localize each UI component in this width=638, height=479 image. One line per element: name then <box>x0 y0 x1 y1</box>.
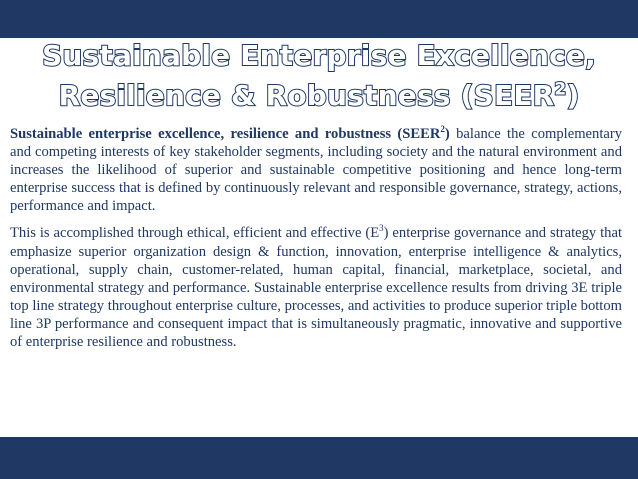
top-header-band <box>0 0 638 38</box>
slide-body <box>10 125 622 360</box>
lead-phrase <box>10 126 450 142</box>
paragraph-2-start: This is accomplished through ethical, efficient and effective (E <box>10 225 380 242</box>
paragraph-1-body: balance the complementary and competing interests of key stakeholder segments, including society and the natural environment and increases the likelihood of superior and sustainable competitive positioning and hence long-term enterprise success that is defined by continuously relevant and responsible governance, strategy, actions, performance and impact. <box>10 126 623 215</box>
title-superscript: 2 <box>554 79 567 100</box>
title-line-2-end: ) <box>566 79 580 112</box>
slide-title <box>0 36 638 116</box>
title-line-2 <box>0 76 638 116</box>
paragraph-2 <box>10 224 622 351</box>
title-line-1: Sustainable Enterprise Excellence, <box>42 39 596 72</box>
paragraph-2-superscript: 3 <box>379 223 384 234</box>
paragraph-1 <box>10 125 622 215</box>
paragraph-2-rest: ) enterprise governance and strategy that emphasize superior organization design & function, innovation, enterprise intelligence & analytics, operational, supply chain, customer-related, human capital, financial, marketplace, societal, and environmental strategy and performance. Sustainable enterprise excellence results from driving 3E triple top line strategy throughout enterprise culture, processes, and activities to produce superior triple bottom line 3P performance and consequent impact that is simultaneously pragmatic, innovative and supportive of enterprise resilience and robustness. <box>10 225 623 351</box>
bottom-footer-band <box>0 437 638 479</box>
lead-end: ) <box>444 126 450 142</box>
lead-main: Sustainable enterprise excellence, resilience and robustness (SEER <box>10 126 441 142</box>
title-line-2-main: Resilience & Robustness (SEER <box>58 79 555 112</box>
lead-superscript: 2 <box>440 124 445 135</box>
